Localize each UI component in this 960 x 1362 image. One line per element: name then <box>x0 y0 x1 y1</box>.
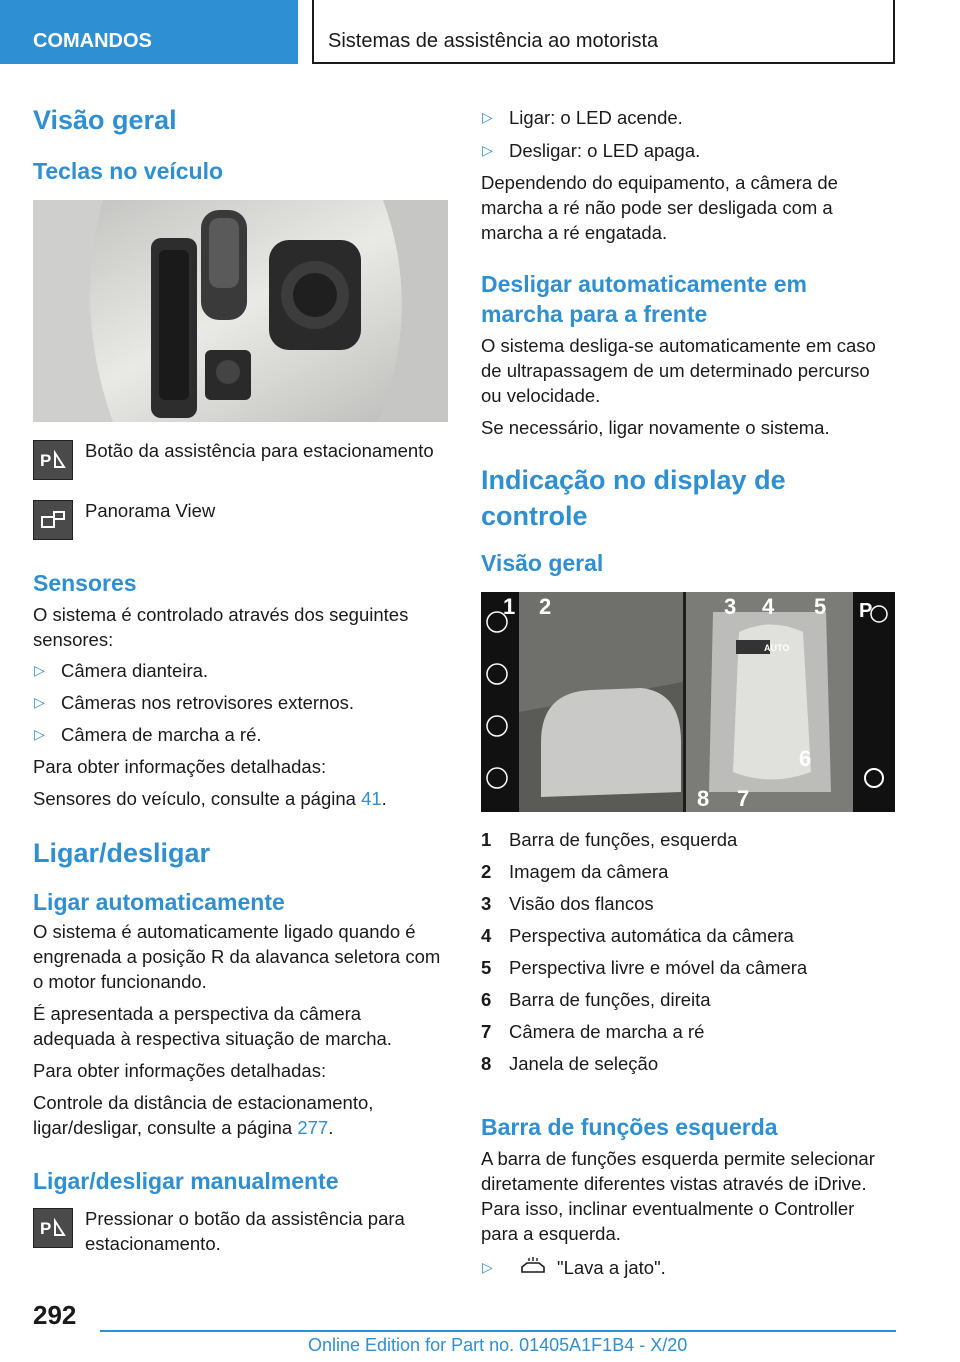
footer-divider <box>100 1330 896 1332</box>
svg-text:P: P <box>859 600 873 622</box>
list-item: 1 Barra de funções, esquerda <box>481 829 738 850</box>
list-item: 6 Barra de funções, direita <box>481 989 711 1010</box>
footer-edition: Online Edition for Part no. 01405A1F1B4 - X/20 <box>308 1335 688 1355</box>
right-column <box>481 100 895 1282</box>
park-assist-icon <box>33 1208 73 1248</box>
list-item: 7 Câmera de marcha a ré <box>481 1021 705 1042</box>
auto-badge: AUTO <box>764 643 790 653</box>
header-chapter: Sistemas de assistência ao motorista <box>312 0 895 64</box>
header-section: COMANDOS <box>0 0 298 64</box>
left-bar-list <box>481 1255 895 1282</box>
panorama-view-label: Panorama View <box>85 500 216 521</box>
list-item: ▷ Ligar: o LED acende. <box>482 107 683 128</box>
list-item: 5 Perspectiva livre e móvel da câmera <box>481 957 808 978</box>
heading-auto-off: Desligar automaticamente em marcha para a frente <box>481 271 807 327</box>
park-assist-icon <box>33 440 73 480</box>
heading-left-bar: Barra de funções esquerda <box>481 1114 778 1140</box>
auto-on-text-2: É apresentada a perspectiva da câmera adequada à respectiva situação de marcha. <box>33 1003 392 1049</box>
auto-on-text: O sistema é automaticamente ligado quando é engrenada a posição R da alavanca seletora com o motor funcionando. <box>33 921 441 992</box>
panorama-view-row <box>33 498 448 540</box>
manual-text: Pressionar o botão da assistência para estacionamento. <box>85 1208 405 1254</box>
list-item: ▷ Câmeras nos retrovisores externos. <box>34 692 355 713</box>
auto-off-text: O sistema desliga-se automaticamente em caso de ultrapassagem de um determinado percurso ou velocidade. <box>481 335 876 406</box>
led-list <box>481 105 895 163</box>
list-item: 3 Visão dos flancos <box>481 893 654 914</box>
svg-text:6: 6 <box>799 746 812 771</box>
console-photo <box>33 200 448 422</box>
svg-text:P: P <box>40 1219 52 1238</box>
heading-on-off: Ligar/desligar <box>33 838 211 868</box>
left-column <box>33 100 448 1256</box>
manual-row <box>33 1206 448 1256</box>
page-link-41[interactable]: 41 <box>361 788 382 809</box>
sensor-reference: Sensores do veículo, consulte a página 41. <box>33 788 387 809</box>
info-note-2: Para obter informações detalhadas: <box>33 1060 327 1081</box>
info-note: Para obter informações detalhadas: <box>33 756 327 777</box>
svg-text:1: 1 <box>503 594 516 619</box>
sensor-list <box>33 658 448 747</box>
list-item: ▷ Câmera dianteira. <box>34 660 209 681</box>
svg-text:P: P <box>40 451 52 470</box>
park-assist-label: Botão da assistência para estacionamento <box>85 440 434 461</box>
heading-keys: Teclas no veículo <box>33 158 224 184</box>
heading-overview: Visão geral <box>33 105 177 135</box>
svg-text:7: 7 <box>737 786 750 811</box>
console-photo-drawing <box>33 200 448 422</box>
heading-manual: Ligar/desligar manualmente <box>33 1168 339 1194</box>
svg-text:4: 4 <box>762 594 775 619</box>
list-item: ▷ Desligar: o LED apaga. <box>482 140 701 161</box>
svg-text:5: 5 <box>814 594 827 619</box>
svg-text:8: 8 <box>697 786 710 811</box>
page-number: 292 <box>33 1300 77 1330</box>
camera-display-image <box>481 592 895 812</box>
park-reference: Controle da distância de estacionamento, ligar/desligar, consulte a página 277. <box>33 1092 374 1138</box>
legend-list <box>481 824 895 1080</box>
panorama-view-icon <box>33 500 73 540</box>
list-item: 8 Janela de seleção <box>481 1053 659 1074</box>
sensors-intro: O sistema é controlado através dos seguintes sensores: <box>33 604 409 650</box>
left-bar-text: A barra de funções esquerda permite selecionar diretamente diferentes vistas através de iDrive. Para isso, inclinar eventualmente o Controller para a esquerda. <box>481 1148 875 1244</box>
heading-overview-2: Visão geral <box>481 550 604 576</box>
car-wash-icon <box>519 1256 549 1282</box>
heading-display: Indicação no display de controle <box>481 465 786 531</box>
reenable-text: Se necessário, ligar novamente o sistema. <box>481 417 830 438</box>
svg-text:3: 3 <box>724 594 737 619</box>
camera-display-drawing <box>481 592 895 812</box>
list-item: ▷ Câmera de marcha a ré. <box>34 724 262 745</box>
list-item: ▷ "Lava a jato". <box>481 1255 895 1282</box>
equipment-text: Dependendo do equipamento, a câmera de marcha a ré não pode ser desligada com a marcha a ré engatada. <box>481 172 838 243</box>
svg-text:2: 2 <box>539 594 552 619</box>
list-item: 4 Perspectiva automática da câmera <box>481 925 794 946</box>
heading-sensors: Sensores <box>33 570 137 596</box>
park-assist-button-row <box>33 438 448 480</box>
page-link-277[interactable]: 277 <box>297 1117 329 1138</box>
list-item: 2 Imagem da câmera <box>481 861 669 882</box>
heading-auto-on: Ligar automaticamente <box>33 889 285 915</box>
